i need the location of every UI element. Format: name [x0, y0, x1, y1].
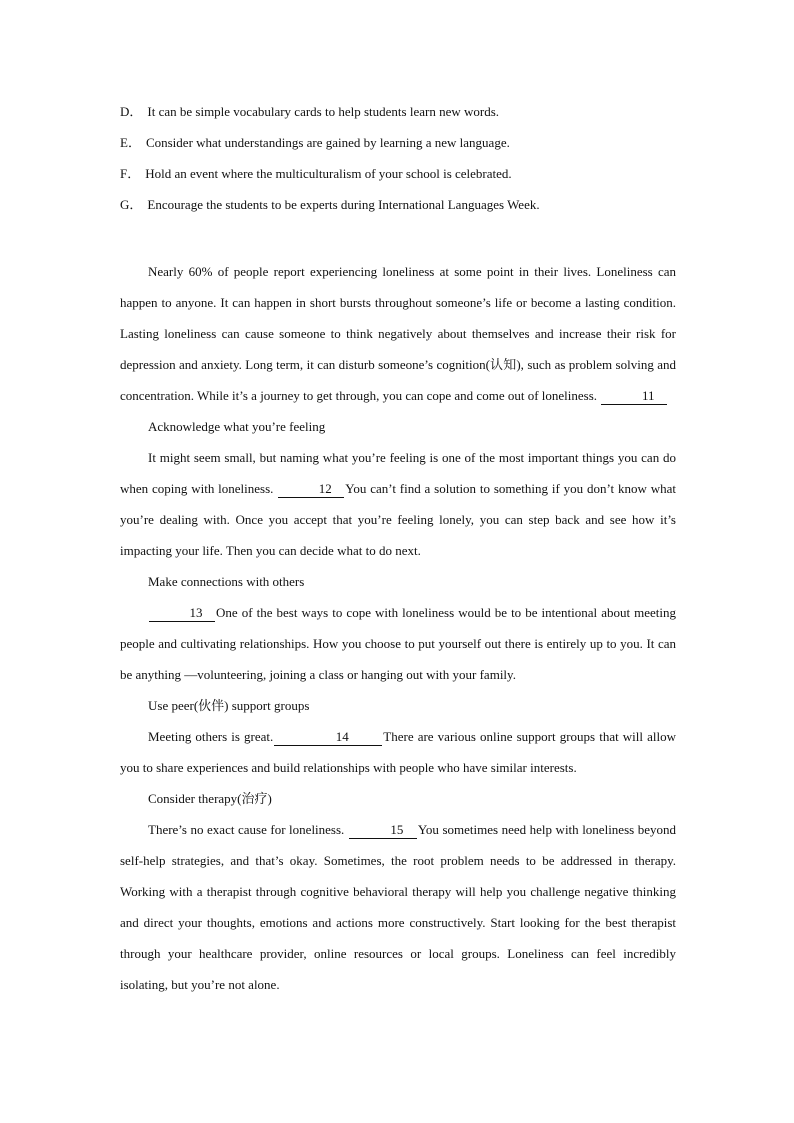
option-key: F．	[120, 166, 141, 181]
intro-paragraph	[120, 256, 676, 411]
section-heading: Acknowledge what you’re feeling	[148, 419, 326, 434]
paragraph-text: You can’t find a solution to something if you don’t know what you’re dealing with. Once you accept that you’re feeling lonely, you can step back and see how it’s impacting your life. Then you can decide what to do next.	[120, 481, 676, 558]
option-f	[120, 163, 680, 194]
section-heading: Consider therapy(治疗)	[148, 791, 272, 806]
blank-14: 14	[274, 729, 382, 746]
section-paragraph	[120, 814, 676, 1000]
reading-passage	[120, 256, 676, 1000]
section-paragraph	[120, 442, 676, 566]
paragraph-text: Meeting others is great.	[148, 729, 274, 744]
section-heading: Make connections with others	[148, 574, 305, 589]
option-key: D．	[120, 104, 143, 119]
option-text: It can be simple vocabulary cards to help students learn new words.	[147, 104, 500, 119]
section-heading: Use peer(伙伴) support groups	[148, 698, 310, 713]
option-g	[120, 194, 680, 225]
option-text: Hold an event where the multiculturalism of your school is celebrated.	[145, 166, 512, 181]
option-e	[120, 132, 680, 163]
blank-11: 11	[601, 388, 667, 405]
section-paragraph	[120, 597, 676, 690]
option-text: Consider what understandings are gained by learning a new language.	[145, 135, 510, 150]
blank-12: 12	[278, 481, 344, 498]
answer-options	[120, 101, 680, 225]
section-paragraph	[120, 721, 676, 783]
blank-13: 13	[149, 605, 215, 622]
blank-15: 15	[349, 822, 417, 839]
option-key: G．	[120, 197, 143, 212]
paragraph-text: Nearly 60% of people report experiencing loneliness at some point in their lives. Loneliness can happen to anyone. It can happen in short bursts throughout someone’s life or become a lasting condition. Lasting loneliness can cause someone to think negatively about themselves and increase their risk for depression and anxiety. Long term, it can disturb someone’s cognition(认知), such as problem solving and concentration. While it’s a journey to get through, you can cope and come out of loneliness.	[120, 264, 676, 403]
option-text: Encourage the students to be experts during International Languages Week.	[147, 197, 540, 212]
option-key: E．	[120, 135, 141, 150]
paragraph-text: It might seem small, but naming what you’re feeling is one of the most important things you can do when coping with loneliness.	[120, 450, 676, 496]
paragraph-text: One of the best ways to cope with loneliness would be to be intentional about meeting people and cultivating relationships. How you choose to put yourself out there is entirely up to you. It can be anything —volunteering, joining a class or hanging out with your family.	[120, 605, 676, 682]
paragraph-text: You sometimes need help with loneliness beyond self-help strategies, and that’s okay. Sometimes, the root problem needs to be addressed in therapy. Working with a therapist through cognitive behavioral therapy will help you challenge negative thinking and direct your thoughts, emotions and actions more constructively. Start looking for the best therapist through your healthcare provider, online resources or local groups. Loneliness can feel incredibly isolating, but you’re not alone.	[120, 822, 676, 992]
paragraph-text: There are various online support groups that will allow you to share experiences and build relationships with people who have similar interests.	[120, 729, 676, 775]
option-d	[120, 101, 680, 132]
paragraph-text: There’s no exact cause for loneliness.	[148, 822, 345, 837]
